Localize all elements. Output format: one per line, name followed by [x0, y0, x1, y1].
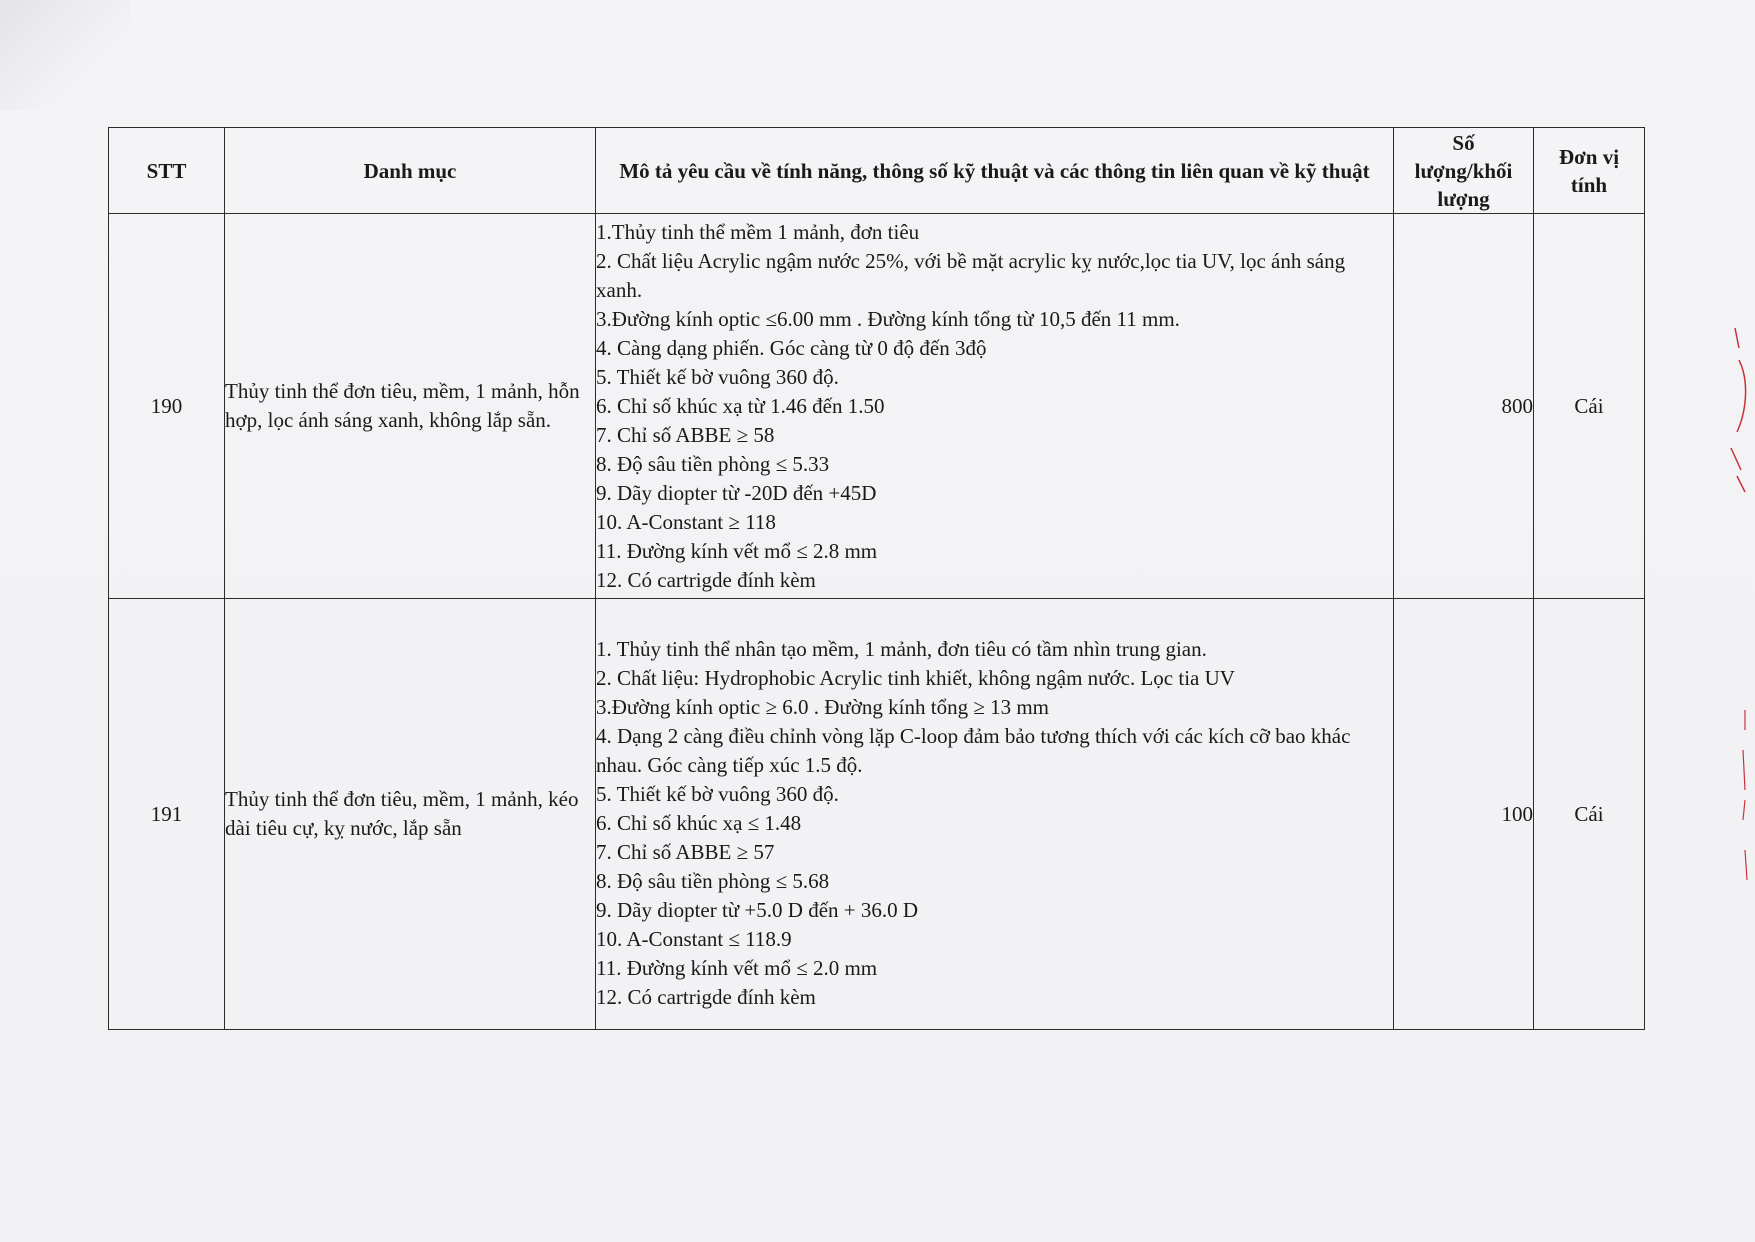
desc-line: 7. Chỉ số ABBE ≥ 58 — [596, 422, 775, 447]
header-stt: STT — [109, 128, 225, 214]
desc-line: 8. Độ sâu tiền phòng ≤ 5.33 — [596, 451, 830, 476]
row-description — [596, 214, 1394, 599]
desc-line: 10. A-Constant ≤ 118.9 — [596, 926, 792, 951]
desc-line: 2. Chất liệu: Hydrophobic Acrylic tinh khiết, không ngậm nước. Lọc tia UV — [596, 665, 1235, 690]
row-quantity: 800 — [1394, 214, 1534, 599]
desc-line: 5. Thiết kế bờ vuông 360 độ. — [596, 364, 839, 389]
desc-line: 4. Càng dạng phiến. Góc càng từ 0 độ đến 3độ — [596, 335, 987, 360]
signature-mark — [1715, 320, 1755, 1020]
desc-line: 1. Thủy tinh thể nhân tạo mềm, 1 mảnh, đơn tiêu có tầm nhìn trung gian. — [596, 636, 1207, 661]
desc-line: 5. Thiết kế bờ vuông 360 độ. — [596, 781, 839, 806]
desc-line: 12. Có cartrigde đính kèm — [596, 567, 816, 592]
row-unit: Cái — [1534, 599, 1645, 1030]
table-row — [109, 214, 1645, 599]
desc-line: 7. Chỉ số ABBE ≥ 57 — [596, 839, 775, 864]
row-stt: 191 — [109, 599, 225, 1030]
desc-line: 6. Chỉ số khúc xạ từ 1.46 đến 1.50 — [596, 393, 885, 418]
desc-line: 9. Dãy diopter từ +5.0 D đến + 36.0 D — [596, 897, 919, 922]
row-unit: Cái — [1534, 214, 1645, 599]
header-item: Danh mục — [225, 128, 596, 214]
specification-table — [108, 127, 1645, 1030]
row-description — [596, 599, 1394, 1030]
header-description: Mô tả yêu cầu về tính năng, thông số kỹ thuật và các thông tin liên quan về kỹ thuật — [596, 128, 1394, 214]
desc-line: 12. Có cartrigde đính kèm — [596, 984, 816, 1009]
row-item-name: Thủy tinh thể đơn tiêu, mềm, 1 mảnh, hỗn hợp, lọc ánh sáng xanh, không lắp sẵn. — [225, 214, 596, 599]
desc-line: 1.Thủy tinh thể mềm 1 mảnh, đơn tiêu — [596, 219, 920, 244]
desc-line: 3.Đường kính optic ≥ 6.0 . Đường kính tổng ≥ 13 mm — [596, 694, 1050, 719]
header-row — [109, 128, 1645, 214]
signature-stroke — [1731, 328, 1746, 492]
table-row — [109, 599, 1645, 1030]
desc-line: 6. Chỉ số khúc xạ ≤ 1.48 — [596, 810, 802, 835]
desc-line: 9. Dãy diopter từ -20D đến +45D — [596, 480, 877, 505]
desc-line: 4. Dạng 2 càng điều chỉnh vòng lặp C-loop đảm bảo tương thích với các kích cỡ bao khác nhau. Góc càng tiếp xúc 1.5 độ. — [596, 723, 1351, 777]
desc-line: 8. Độ sâu tiền phòng ≤ 5.68 — [596, 868, 830, 893]
desc-line: 11. Đường kính vết mổ ≤ 2.8 mm — [596, 538, 878, 563]
desc-line: 2. Chất liệu Acrylic ngậm nước 25%, với bề mặt acrylic kỵ nước,lọc tia UV, lọc ánh sáng xanh. — [596, 248, 1346, 302]
header-quantity: Số lượng/khối lượng — [1394, 128, 1534, 214]
desc-line: 10. A-Constant ≥ 118 — [596, 509, 776, 534]
row-item-name: Thủy tinh thể đơn tiêu, mềm, 1 mảnh, kéo dài tiêu cự, kỵ nước, lắp sẵn — [225, 599, 596, 1030]
desc-line: 11. Đường kính vết mổ ≤ 2.0 mm — [596, 955, 878, 980]
desc-line: 3.Đường kính optic ≤6.00 mm . Đường kính tổng từ 10,5 đến 11 mm. — [596, 306, 1180, 331]
row-quantity: 100 — [1394, 599, 1534, 1030]
row-stt: 190 — [109, 214, 225, 599]
signature-stroke — [1743, 710, 1747, 880]
header-unit: Đơn vị tính — [1534, 128, 1645, 214]
